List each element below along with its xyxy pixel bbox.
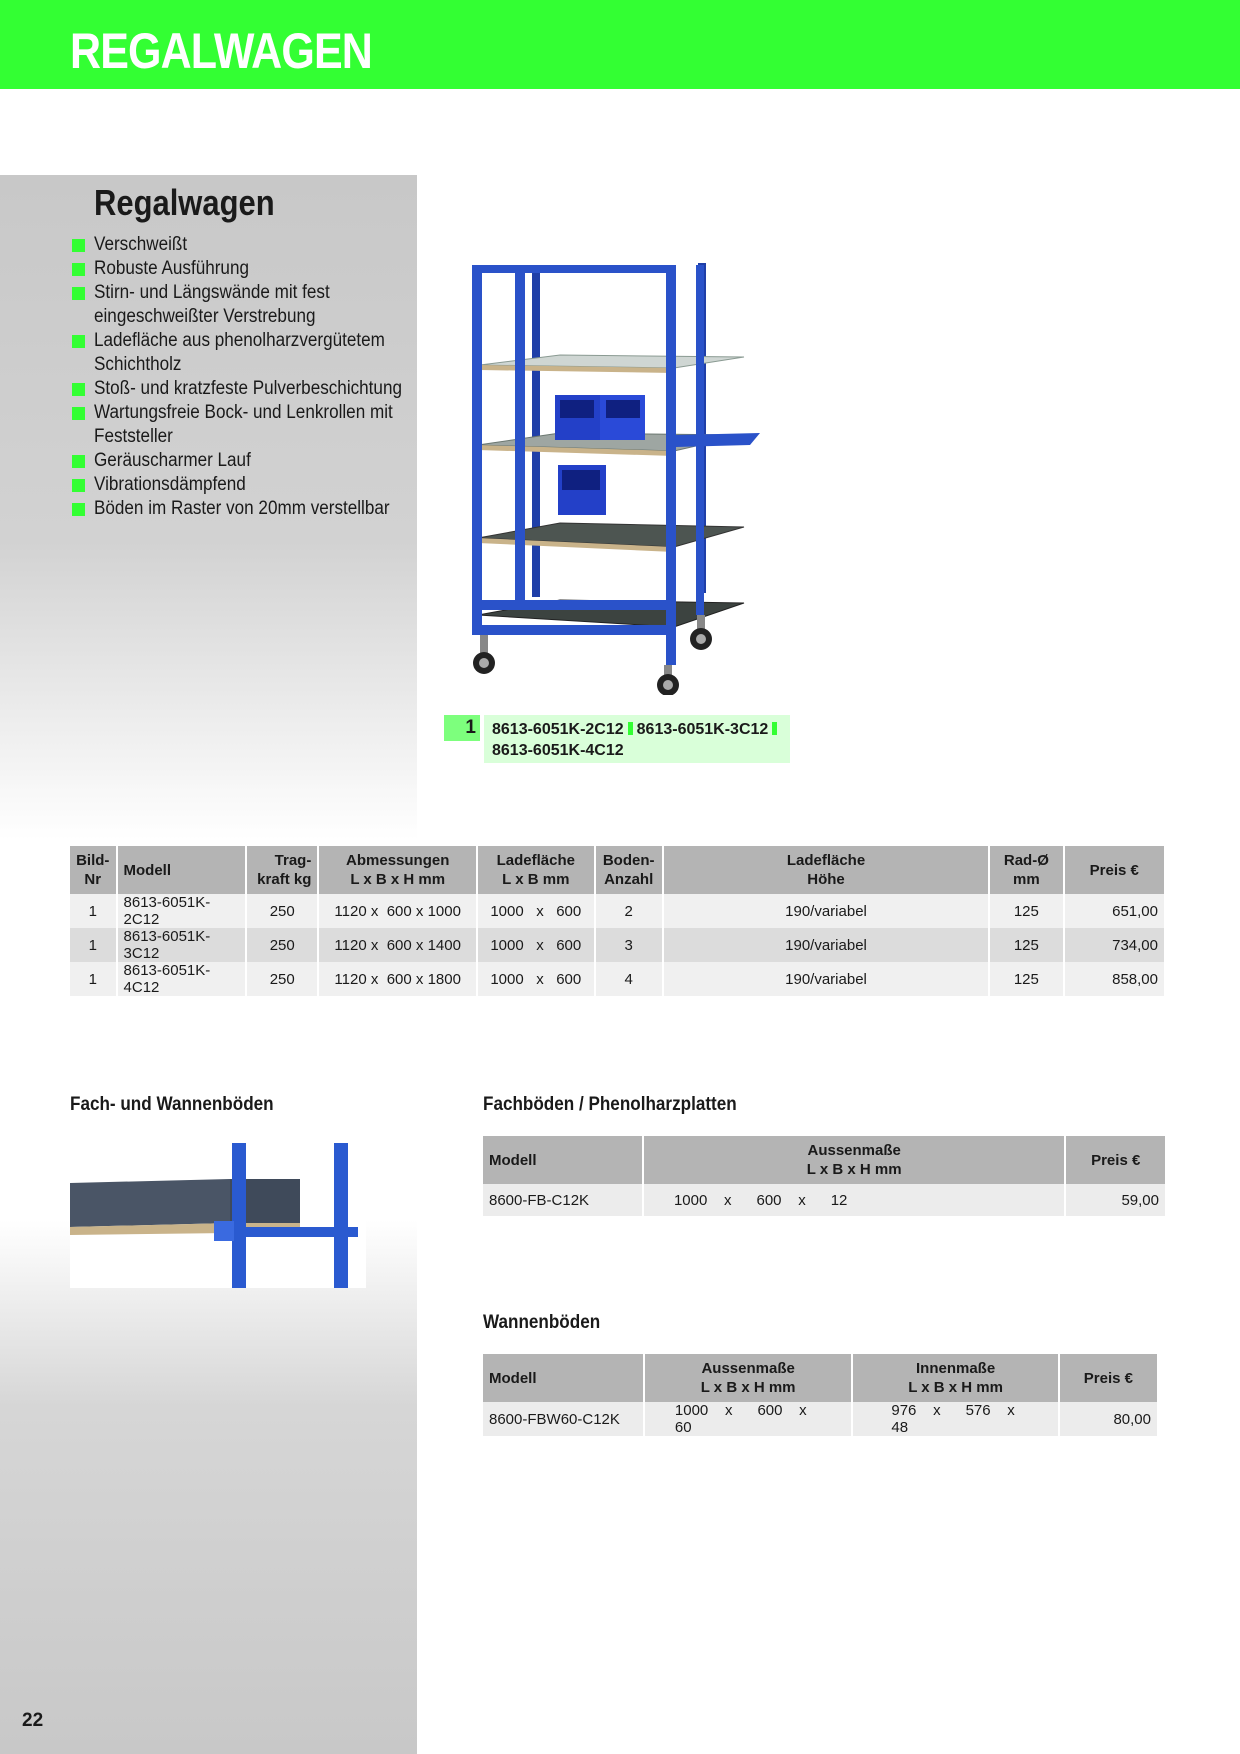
col-ladeflaeche: Ladefläche L x B mm [478,846,594,894]
feature-item: Stirn- und Längswände mit fest eingeschweißter Verstrebung [72,281,412,329]
col-preis: Preis € [1065,846,1164,894]
feature-item: Ladefläche aus phenolharzvergütetem Schichtholz [72,329,412,377]
table-header-row [483,1136,1165,1184]
fach-wannen-heading: Fach- und Wannenböden [70,1094,274,1115]
header-bar [0,0,1240,89]
wannenboeden-table [481,1354,1159,1436]
col-modell: Modell [483,1354,643,1402]
fachboeden-table [481,1136,1167,1216]
col-modell: Modell [118,846,246,894]
feature-list [72,233,412,521]
order-code: 8613-6051K-2C12 [492,721,624,738]
bullet-icon [72,479,85,492]
product-title: Regalwagen [94,182,275,223]
shelf-cart-photo-icon [460,255,780,695]
feature-item: Stoß- und kratzfeste Pulverbeschichtung [72,377,412,401]
table-row: 1 8613-6051K-4C12 250 1120 x 600 x 1800 1000 x 600 4 190/variabel 125 858,00 [70,962,1164,996]
bullet-icon [72,503,85,516]
feature-item: Böden im Raster von 20mm verstellbar [72,497,412,521]
feature-item: Robuste Ausführung [72,257,412,281]
order-code: 8613-6051K-3C12 [636,721,769,738]
feature-item: Verschweißt [72,233,412,257]
sidebar-background-bottom [0,1220,417,1754]
table-header-row [483,1354,1157,1402]
col-preis: Preis € [1066,1136,1165,1184]
order-codes [484,715,790,763]
image-number: 1 [444,715,480,741]
product-table [68,846,1166,996]
col-modell: Modell [483,1136,642,1184]
col-ladeflaeche-hoehe: Ladefläche Höhe [664,846,988,894]
bullet-icon [72,287,85,300]
feature-item: Geräuscharmer Lauf [72,449,412,473]
wannenboeden-heading: Wannenböden [483,1312,601,1333]
bullet-icon [72,335,85,348]
page-header-title: REGALWAGEN [70,23,372,79]
bullet-icon [72,455,85,468]
col-abmessungen: Abmessungen L x B x H mm [319,846,476,894]
col-boden-anzahl: Boden- Anzahl [596,846,662,894]
bullet-icon [72,239,85,252]
table-row: 8600-FB-C12K 1000 x 600 x 12 59,00 [483,1184,1165,1216]
table-row: 1 8613-6051K-3C12 250 1120 x 600 x 1400 1000 x 600 3 190/variabel 125 734,00 [70,928,1164,962]
bullet-icon [72,383,85,396]
col-aussenmasse: Aussenmaße L x B x H mm [644,1136,1064,1184]
table-row: 1 8613-6051K-2C12 250 1120 x 600 x 1000 1000 x 600 2 190/variabel 125 651,00 [70,894,1164,928]
col-tragkraft: Trag- kraft kg [247,846,317,894]
separator-icon [628,722,633,735]
col-preis: Preis € [1060,1354,1157,1402]
bullet-icon [72,407,85,420]
table-header-row [70,846,1164,894]
feature-item: Wartungsfreie Bock- und Lenkrollen mit Feststeller [72,401,412,449]
table-row: 8600-FBW60-C12K 1000 x 600 x 60 976 x 576 x 48 80,00 [483,1402,1157,1436]
fachboeden-heading: Fachböden / Phenolharzplatten [483,1094,737,1115]
bullet-icon [72,263,85,276]
col-aussenmasse: Aussenmaße L x B x H mm [645,1354,851,1402]
col-rad: Rad-Ø mm [990,846,1062,894]
order-code: 8613-6051K-4C12 [492,742,624,759]
col-innenmasse: Innenmaße L x B x H mm [853,1354,1057,1402]
col-bild-nr: Bild- Nr [70,846,116,894]
order-number-box [444,715,790,763]
shelf-board-photo-icon [70,1143,366,1288]
feature-item: Vibrationsdämpfend [72,473,412,497]
separator-icon [772,722,777,735]
page-number: 22 [22,1710,44,1731]
